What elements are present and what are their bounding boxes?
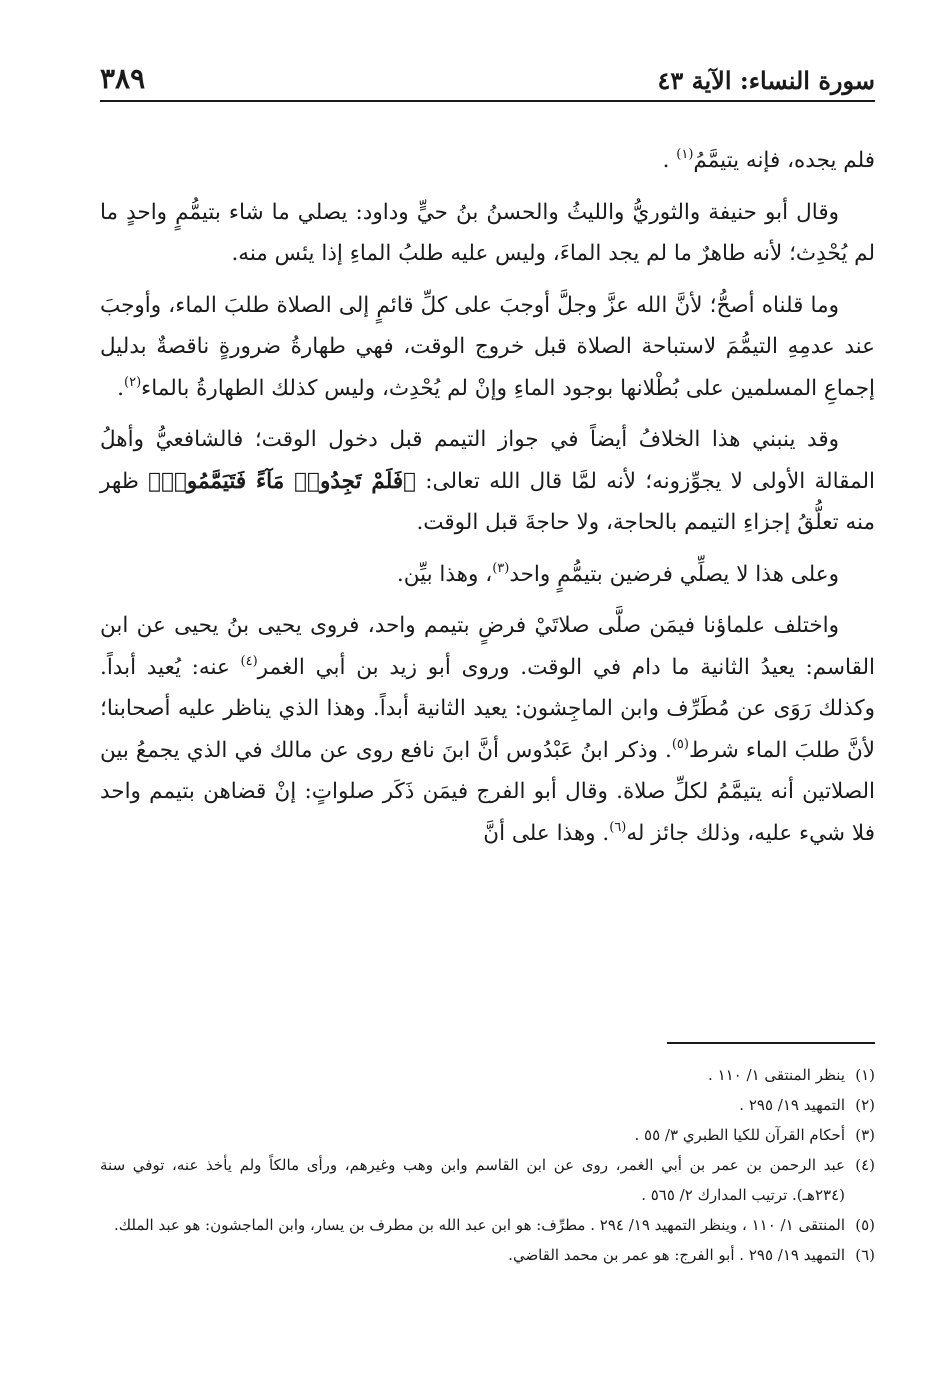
footnote	[100, 1090, 875, 1120]
page-number: ٣٨٩	[100, 62, 146, 95]
text-run: .	[117, 375, 124, 401]
main-text	[100, 140, 875, 864]
text-run: ظهر منه تعلُّقُ إجزاءِ التيمم بالحاجة، ولا حاجةَ قبل الوقت.	[100, 468, 875, 535]
footnote-reference: (٥)	[671, 736, 689, 752]
footnote-number: (٥)	[855, 1216, 875, 1234]
footnote-reference: (٦)	[609, 819, 627, 835]
header-rule	[100, 100, 875, 102]
text-run: وقال أبو حنيفة والثوريُّ والليثُ والحسنُ بنُ حيٍّ وداود: يصلي ما شاء بتيمُّمٍ واحدٍ ما لم يُحْدِث؛ لأنه طاهرٌ ما لم يجد الماءَ، وليس عليه طلبُ الماءِ إذا يئس منه.	[100, 199, 875, 266]
text-run: .	[662, 148, 677, 173]
footnote-text: عبد الرحمن بن عمر بن أبي الغمر، روى عن ابن القاسم وابن وهب وغيرهم، ورأى مالكاً ولم يأخذ عنه، توفي سنة (٢٣٤هـ). ترتيب المدارك ٢/ ٥٦٥ .	[100, 1156, 845, 1204]
quran-quote: ﴿فَلَمْ تَجِدُوا۟ مَآءً فَتَيَمَّمُوا۟﴾	[148, 468, 417, 494]
footnote-text: المنتقى ١/ ١١٠ ، وينظر التمهيد ١٩/ ٢٩٤ . مطرِّف: هو ابن عبد الله بن مطرف بن يسار، وابن الماجشون: هو عبد الملك.	[113, 1216, 845, 1234]
footnote	[100, 1240, 875, 1270]
paragraph	[100, 140, 875, 182]
text-run: عنه: يُعيد أبداً. وكذلك رَوَى عن مُطَرِّف وابن الماجِشون: يعيد الثانية أبداً. وهذا الذي يناظر عليه أصحابنا؛ لأنَّ طلبَ الماء شرط	[100, 654, 875, 763]
text-run: . وهذا على أنَّ	[483, 820, 610, 846]
text-run: . وذكر ابنُ عَبْدُوس أنَّ ابنَ نافع روى عن مالك في الذي يجمعُ بين الصلاتين أنه يتيمَّمُ لكلِّ صلاة. وقال أبو الفرج فيمَن ذَكَر صلواتٍ: إنْ قضاهن بتيمم واحد فلا شيء عليه، وذلك جائز له	[100, 737, 875, 846]
paragraph	[100, 192, 875, 275]
footnote-text: أحكام القرآن للكيا الطبري ٣/ ٥٥ .	[634, 1126, 845, 1144]
running-title: سورة النساء: الآية ٤٣	[657, 66, 875, 95]
paragraph	[100, 554, 875, 596]
footnotes	[100, 1060, 875, 1270]
text-run: وما قلناه أصحُّ؛ لأنَّ الله عزَّ وجلَّ أوجبَ على كلِّ قائمٍ إلى الصلاة طلبَ الماء، وأوجبَ عند عدمِهِ التيمُّمَ لاستباحة الصلاة قبل خروج الوقت، فهي طهارةُ ضرورةٍ ناقصةٌ بدليل إجماعِ المسلمين على بُطْلانها بوجود الماءِ وإنْ لم يُحْدِث، وليس كذلك الطهارةُ بالماء	[100, 292, 875, 401]
footnote-reference: (١)	[676, 147, 694, 162]
footnote-number: (٢)	[855, 1096, 875, 1114]
text-run: وقد ينبني هذا الخلافُ أيضاً في جواز التيمم قبل دخول الوقت؛ فالشافعيُّ وأهلُ المقالة الأولى لا يجوِّزونه؛ لأنه لمَّا قال الله تعالى:	[100, 427, 875, 494]
footnote	[100, 1210, 875, 1240]
footnote	[100, 1120, 875, 1150]
paragraph	[100, 285, 875, 410]
footnote-reference: (٣)	[492, 560, 510, 576]
footnote-number: (٣)	[855, 1126, 875, 1144]
footnote-reference: (٢)	[124, 374, 142, 390]
footnote	[100, 1150, 875, 1210]
paragraph	[100, 605, 875, 854]
text-run: واختلف علماؤنا فيمَن صلَّى صلاتَيْ فرضٍ بتيمم واحد، فروى يحيى بنُ يحيى عن ابن القاسم: يعيدُ الثانية ما دام في الوقت. وروى أبو زيد بن أبي الغمر	[100, 613, 875, 680]
footnote-number: (٦)	[855, 1246, 875, 1264]
paragraph	[100, 419, 875, 544]
footnote-number: (٤)	[855, 1156, 875, 1174]
footnote-reference: (٤)	[240, 653, 258, 669]
text-run: وعلى هذا لا يصلِّي فرضين بتيمُّمٍ واحد	[509, 561, 839, 587]
footnote-text: التمهيد ١٩/ ٢٩٥ .	[739, 1096, 845, 1114]
footnote-text: التمهيد ١٩/ ٢٩٥ . أبو الفرج: هو عمر بن محمد القاضي.	[508, 1246, 845, 1264]
footnote	[100, 1060, 875, 1090]
text-run: ، وهذا بيِّن.	[396, 561, 493, 587]
text-run: فلم يجده، فإنه يتيمَّمُ	[693, 148, 875, 173]
page-header	[100, 60, 875, 104]
footnote-text: ينظر المنتقى ١/ ١١٠ .	[708, 1066, 845, 1084]
footnote-number: (١)	[855, 1066, 875, 1084]
footnote-rule	[667, 1042, 875, 1044]
